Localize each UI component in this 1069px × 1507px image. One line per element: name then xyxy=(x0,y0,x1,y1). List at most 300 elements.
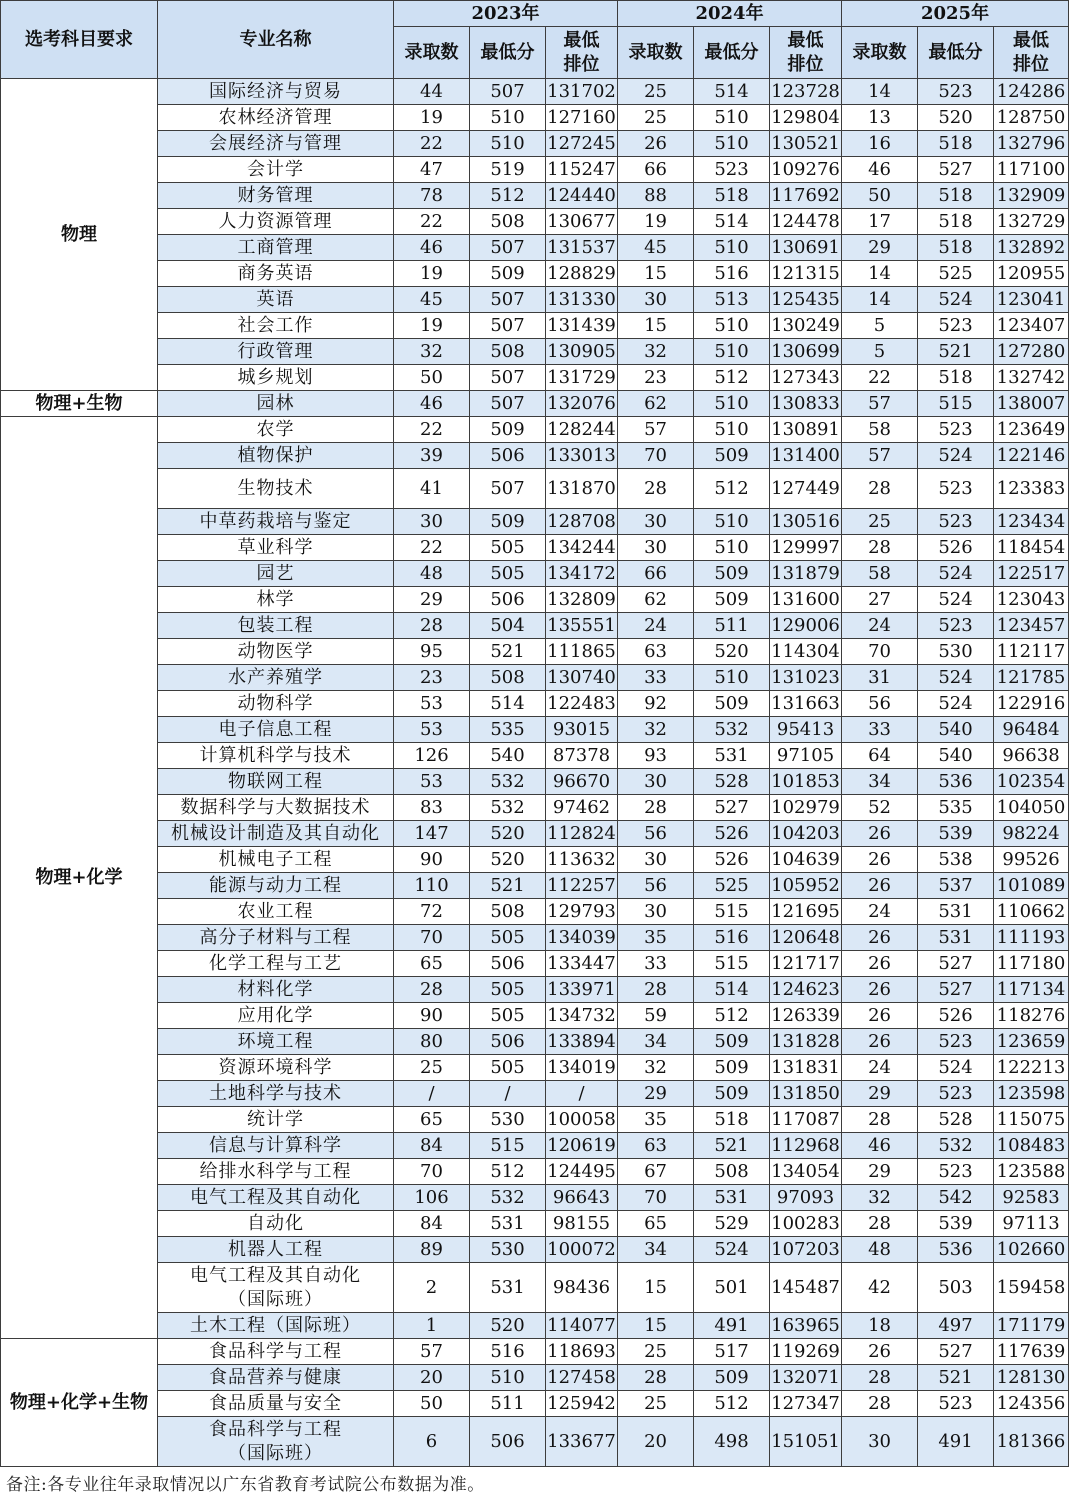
major-name: 统计学 xyxy=(158,1107,394,1133)
table-row xyxy=(1,1107,1069,1133)
min-score-2024: 498 xyxy=(694,1417,770,1467)
min-score-2023: 519 xyxy=(470,157,546,183)
min-rank-2024: 163965 xyxy=(770,1313,842,1339)
major-name: 食品质量与安全 xyxy=(158,1391,394,1417)
major-name: 给排水科学与工程 xyxy=(158,1159,394,1185)
min-score-2023: 540 xyxy=(470,743,546,769)
min-rank-2023: 114077 xyxy=(546,1313,618,1339)
admitted-2024: 15 xyxy=(618,313,694,339)
admitted-2025: 50 xyxy=(842,183,918,209)
col-header-min-rank-2024: 最低 排位 xyxy=(770,27,842,79)
admitted-2024: 33 xyxy=(618,665,694,691)
admitted-2024: 35 xyxy=(618,925,694,951)
min-rank-2024: 127347 xyxy=(770,1391,842,1417)
subject-requirement: 物理+生物 xyxy=(1,391,158,417)
table-row xyxy=(1,391,1069,417)
min-rank-2023: 133971 xyxy=(546,977,618,1003)
admitted-2024: 67 xyxy=(618,1159,694,1185)
min-score-2023: 509 xyxy=(470,509,546,535)
major-name: 包装工程 xyxy=(158,613,394,639)
admitted-2023: 65 xyxy=(394,1107,470,1133)
table-row xyxy=(1,261,1069,287)
min-score-2024: 526 xyxy=(694,847,770,873)
min-score-2024: 520 xyxy=(694,639,770,665)
min-score-2025: 523 xyxy=(918,1029,994,1055)
table-row xyxy=(1,1003,1069,1029)
admitted-2024: 19 xyxy=(618,209,694,235)
min-score-2023: 509 xyxy=(470,417,546,443)
major-header: 专业名称 xyxy=(158,1,394,79)
min-score-2025: 518 xyxy=(918,131,994,157)
min-score-2025: 518 xyxy=(918,235,994,261)
min-score-2023: 510 xyxy=(470,105,546,131)
table-row xyxy=(1,1211,1069,1237)
min-rank-2023: 93015 xyxy=(546,717,618,743)
min-score-2024: 509 xyxy=(694,443,770,469)
admitted-2025: 14 xyxy=(842,79,918,105)
min-rank-2023: 135551 xyxy=(546,613,618,639)
col-header-admitted-count-2024: 录取数 xyxy=(618,27,694,79)
min-rank-2025: 123383 xyxy=(994,469,1069,509)
min-score-2023: 532 xyxy=(470,769,546,795)
min-score-2025: 524 xyxy=(918,443,994,469)
table-row xyxy=(1,1313,1069,1339)
admitted-2025: 52 xyxy=(842,795,918,821)
admitted-2024: 30 xyxy=(618,899,694,925)
admitted-2023: 25 xyxy=(394,1055,470,1081)
min-score-2025: 524 xyxy=(918,587,994,613)
min-rank-2025: 132729 xyxy=(994,209,1069,235)
admitted-2025: 13 xyxy=(842,105,918,131)
admitted-2025: 34 xyxy=(842,769,918,795)
min-score-2023: 506 xyxy=(470,951,546,977)
min-rank-2025: 132892 xyxy=(994,235,1069,261)
min-score-2025: 537 xyxy=(918,873,994,899)
min-score-2025: 531 xyxy=(918,925,994,951)
min-rank-2024: 131023 xyxy=(770,665,842,691)
admitted-2023: 28 xyxy=(394,613,470,639)
min-score-2024: 524 xyxy=(694,1237,770,1263)
admitted-2025: 28 xyxy=(842,1211,918,1237)
major-name: 数据科学与大数据技术 xyxy=(158,795,394,821)
min-rank-2023: 127245 xyxy=(546,131,618,157)
major-name: 机器人工程 xyxy=(158,1237,394,1263)
admitted-2023: 50 xyxy=(394,1391,470,1417)
min-score-2025: 531 xyxy=(918,899,994,925)
major-name: 中草药栽培与鉴定 xyxy=(158,509,394,535)
major-name: 会展经济与管理 xyxy=(158,131,394,157)
min-score-2024: 510 xyxy=(694,665,770,691)
min-score-2023: 506 xyxy=(470,587,546,613)
min-score-2024: 514 xyxy=(694,79,770,105)
admitted-2023: 110 xyxy=(394,873,470,899)
min-score-2024: 527 xyxy=(694,795,770,821)
admitted-2025: 16 xyxy=(842,131,918,157)
admitted-2024: 32 xyxy=(618,717,694,743)
major-name: 国际经济与贸易 xyxy=(158,79,394,105)
table-row xyxy=(1,417,1069,443)
min-score-2023: 512 xyxy=(470,1159,546,1185)
min-rank-2024: 131879 xyxy=(770,561,842,587)
admitted-2023: 78 xyxy=(394,183,470,209)
min-score-2024: 521 xyxy=(694,1133,770,1159)
admitted-2025: 26 xyxy=(842,977,918,1003)
min-rank-2023: 131439 xyxy=(546,313,618,339)
min-score-2023: 512 xyxy=(470,183,546,209)
min-score-2025: 539 xyxy=(918,821,994,847)
min-rank-2025: 123649 xyxy=(994,417,1069,443)
admitted-2024: 28 xyxy=(618,977,694,1003)
min-score-2025: 491 xyxy=(918,1417,994,1467)
table-row xyxy=(1,1185,1069,1211)
table-row xyxy=(1,691,1069,717)
admitted-2024: 25 xyxy=(618,1339,694,1365)
min-rank-2025: 124286 xyxy=(994,79,1069,105)
admitted-2025: 24 xyxy=(842,1055,918,1081)
admitted-2023: 70 xyxy=(394,925,470,951)
admitted-2024: 62 xyxy=(618,391,694,417)
admitted-2024: 25 xyxy=(618,105,694,131)
major-name: 行政管理 xyxy=(158,339,394,365)
min-rank-2023: 100072 xyxy=(546,1237,618,1263)
admitted-2024: 63 xyxy=(618,639,694,665)
admitted-2023: 22 xyxy=(394,131,470,157)
admitted-2024: 33 xyxy=(618,951,694,977)
min-rank-2024: 130699 xyxy=(770,339,842,365)
min-rank-2025: 112117 xyxy=(994,639,1069,665)
min-rank-2023: 112257 xyxy=(546,873,618,899)
major-name: 资源环境科学 xyxy=(158,1055,394,1081)
year-header-2023: 2023年 xyxy=(394,1,618,27)
admitted-2024: 15 xyxy=(618,1313,694,1339)
min-rank-2024: 121315 xyxy=(770,261,842,287)
min-score-2025: 524 xyxy=(918,665,994,691)
min-score-2025: 518 xyxy=(918,183,994,209)
admitted-2025: 28 xyxy=(842,1107,918,1133)
admitted-2025: 5 xyxy=(842,339,918,365)
min-score-2024: 509 xyxy=(694,561,770,587)
major-name: 农学 xyxy=(158,417,394,443)
min-rank-2024: 129997 xyxy=(770,535,842,561)
major-name: 商务英语 xyxy=(158,261,394,287)
major-name: 农林经济管理 xyxy=(158,105,394,131)
table-row xyxy=(1,1365,1069,1391)
table-row xyxy=(1,509,1069,535)
min-score-2023: 507 xyxy=(470,287,546,313)
min-score-2024: 516 xyxy=(694,925,770,951)
min-rank-2025: 104050 xyxy=(994,795,1069,821)
min-score-2023: 505 xyxy=(470,1003,546,1029)
min-score-2023: 521 xyxy=(470,639,546,665)
admitted-2024: 56 xyxy=(618,873,694,899)
admitted-2025: 58 xyxy=(842,561,918,587)
table-row xyxy=(1,131,1069,157)
min-rank-2023: 96670 xyxy=(546,769,618,795)
min-rank-2025: 122146 xyxy=(994,443,1069,469)
min-rank-2025: 102354 xyxy=(994,769,1069,795)
table-row xyxy=(1,587,1069,613)
min-score-2024: 510 xyxy=(694,131,770,157)
admitted-2025: 14 xyxy=(842,261,918,287)
table-row xyxy=(1,1391,1069,1417)
major-name: 机械电子工程 xyxy=(158,847,394,873)
min-score-2023: 506 xyxy=(470,1029,546,1055)
min-rank-2024: 104639 xyxy=(770,847,842,873)
min-rank-2024: 100283 xyxy=(770,1211,842,1237)
admitted-2025: 32 xyxy=(842,1185,918,1211)
min-score-2023: 507 xyxy=(470,235,546,261)
min-rank-2025: 96638 xyxy=(994,743,1069,769)
min-score-2023: 515 xyxy=(470,1133,546,1159)
table-row xyxy=(1,1263,1069,1313)
table-row xyxy=(1,925,1069,951)
admitted-2025: 14 xyxy=(842,287,918,313)
min-score-2023: 520 xyxy=(470,821,546,847)
admitted-2023: 19 xyxy=(394,261,470,287)
admitted-2023: 72 xyxy=(394,899,470,925)
min-rank-2025: 123598 xyxy=(994,1081,1069,1107)
min-rank-2025: 108483 xyxy=(994,1133,1069,1159)
major-name: 机械设计制造及其自动化 xyxy=(158,821,394,847)
min-score-2025: 527 xyxy=(918,1339,994,1365)
min-score-2023: 509 xyxy=(470,261,546,287)
admitted-2025: 18 xyxy=(842,1313,918,1339)
min-rank-2023: / xyxy=(546,1081,618,1107)
min-rank-2025: 110662 xyxy=(994,899,1069,925)
admitted-2023: 46 xyxy=(394,235,470,261)
min-score-2024: 532 xyxy=(694,717,770,743)
min-score-2025: 521 xyxy=(918,1365,994,1391)
table-row xyxy=(1,235,1069,261)
min-rank-2023: 98155 xyxy=(546,1211,618,1237)
major-name: 电气工程及其自动化 xyxy=(158,1185,394,1211)
major-name: 英语 xyxy=(158,287,394,313)
admitted-2024: 56 xyxy=(618,821,694,847)
min-rank-2024: 151051 xyxy=(770,1417,842,1467)
min-score-2024: 511 xyxy=(694,613,770,639)
admitted-2024: 92 xyxy=(618,691,694,717)
min-score-2024: 523 xyxy=(694,157,770,183)
major-name: 社会工作 xyxy=(158,313,394,339)
col-header-min-score-2025: 最低分 xyxy=(918,27,994,79)
min-score-2024: 516 xyxy=(694,261,770,287)
min-rank-2024: 130833 xyxy=(770,391,842,417)
admitted-2023: / xyxy=(394,1081,470,1107)
admitted-2024: 30 xyxy=(618,287,694,313)
min-score-2025: 540 xyxy=(918,743,994,769)
table-row xyxy=(1,79,1069,105)
admitted-2025: 58 xyxy=(842,417,918,443)
min-rank-2023: 133677 xyxy=(546,1417,618,1467)
min-score-2023: 531 xyxy=(470,1211,546,1237)
min-rank-2023: 134244 xyxy=(546,535,618,561)
min-score-2025: 524 xyxy=(918,287,994,313)
min-rank-2024: 119269 xyxy=(770,1339,842,1365)
min-rank-2024: 130516 xyxy=(770,509,842,535)
min-score-2024: 513 xyxy=(694,287,770,313)
admitted-2025: 57 xyxy=(842,391,918,417)
major-name: 人力资源管理 xyxy=(158,209,394,235)
min-rank-2024: 112968 xyxy=(770,1133,842,1159)
admitted-2024: 66 xyxy=(618,157,694,183)
major-name: 物联网工程 xyxy=(158,769,394,795)
min-rank-2024: 131831 xyxy=(770,1055,842,1081)
table-row xyxy=(1,873,1069,899)
min-rank-2025: 123407 xyxy=(994,313,1069,339)
min-rank-2023: 127160 xyxy=(546,105,618,131)
major-name: 水产养殖学 xyxy=(158,665,394,691)
admitted-2024: 29 xyxy=(618,1081,694,1107)
major-name: 土地科学与技术 xyxy=(158,1081,394,1107)
admitted-2023: 65 xyxy=(394,951,470,977)
major-name: 草业科学 xyxy=(158,535,394,561)
min-score-2024: 509 xyxy=(694,691,770,717)
min-score-2023: 520 xyxy=(470,1313,546,1339)
min-rank-2025: 123434 xyxy=(994,509,1069,535)
min-score-2025: 523 xyxy=(918,613,994,639)
admitted-2025: 33 xyxy=(842,717,918,743)
major-name: 环境工程 xyxy=(158,1029,394,1055)
min-score-2024: 509 xyxy=(694,587,770,613)
admitted-2023: 57 xyxy=(394,1339,470,1365)
min-rank-2024: 131600 xyxy=(770,587,842,613)
min-rank-2024: 104203 xyxy=(770,821,842,847)
min-rank-2024: 107203 xyxy=(770,1237,842,1263)
major-name: 林学 xyxy=(158,587,394,613)
min-rank-2025: 171179 xyxy=(994,1313,1069,1339)
table-row xyxy=(1,665,1069,691)
min-rank-2023: 134019 xyxy=(546,1055,618,1081)
admitted-2025: 31 xyxy=(842,665,918,691)
min-score-2025: 523 xyxy=(918,1391,994,1417)
admitted-2023: 84 xyxy=(394,1133,470,1159)
min-score-2023: 504 xyxy=(470,613,546,639)
admitted-2023: 20 xyxy=(394,1365,470,1391)
min-score-2025: 524 xyxy=(918,1055,994,1081)
table-row xyxy=(1,365,1069,391)
admitted-2023: 28 xyxy=(394,977,470,1003)
min-rank-2025: 122517 xyxy=(994,561,1069,587)
min-rank-2025: 102660 xyxy=(994,1237,1069,1263)
min-score-2025: 528 xyxy=(918,1107,994,1133)
min-rank-2025: 122213 xyxy=(994,1055,1069,1081)
min-score-2023: 505 xyxy=(470,561,546,587)
min-rank-2024: 127449 xyxy=(770,469,842,509)
min-score-2024: 518 xyxy=(694,183,770,209)
table-row xyxy=(1,1081,1069,1107)
min-score-2025: 527 xyxy=(918,977,994,1003)
min-rank-2025: 132909 xyxy=(994,183,1069,209)
min-score-2024: 510 xyxy=(694,313,770,339)
min-score-2025: 523 xyxy=(918,469,994,509)
admitted-2025: 28 xyxy=(842,469,918,509)
subject-requirement: 物理+化学 xyxy=(1,417,158,1339)
table-row xyxy=(1,535,1069,561)
min-score-2023: 530 xyxy=(470,1237,546,1263)
min-score-2024: 514 xyxy=(694,209,770,235)
min-score-2024: 512 xyxy=(694,469,770,509)
min-rank-2024: 97105 xyxy=(770,743,842,769)
min-score-2023: 507 xyxy=(470,469,546,509)
major-name: 农业工程 xyxy=(158,899,394,925)
major-name: 自动化 xyxy=(158,1211,394,1237)
min-score-2024: 501 xyxy=(694,1263,770,1313)
min-score-2024: 531 xyxy=(694,743,770,769)
admitted-2023: 23 xyxy=(394,665,470,691)
min-score-2023: 535 xyxy=(470,717,546,743)
admitted-2023: 1 xyxy=(394,1313,470,1339)
admitted-2024: 30 xyxy=(618,769,694,795)
min-score-2024: 509 xyxy=(694,1365,770,1391)
min-score-2023: 506 xyxy=(470,1417,546,1467)
table-row xyxy=(1,157,1069,183)
min-score-2023: 532 xyxy=(470,795,546,821)
min-rank-2025: 111193 xyxy=(994,925,1069,951)
table-row xyxy=(1,639,1069,665)
admitted-2023: 44 xyxy=(394,79,470,105)
min-score-2023: 508 xyxy=(470,899,546,925)
admitted-2025: 28 xyxy=(842,535,918,561)
admitted-2024: 20 xyxy=(618,1417,694,1467)
table-row xyxy=(1,769,1069,795)
min-rank-2023: 134732 xyxy=(546,1003,618,1029)
admitted-2024: 25 xyxy=(618,1391,694,1417)
admitted-2025: 26 xyxy=(842,821,918,847)
min-score-2025: 526 xyxy=(918,535,994,561)
admitted-2023: 126 xyxy=(394,743,470,769)
min-rank-2025: 97113 xyxy=(994,1211,1069,1237)
min-rank-2025: 128130 xyxy=(994,1365,1069,1391)
admitted-2023: 30 xyxy=(394,509,470,535)
min-rank-2025: 121785 xyxy=(994,665,1069,691)
major-name: 工商管理 xyxy=(158,235,394,261)
min-score-2023: 514 xyxy=(470,691,546,717)
admitted-2023: 50 xyxy=(394,365,470,391)
min-rank-2024: 97093 xyxy=(770,1185,842,1211)
min-rank-2023: 131537 xyxy=(546,235,618,261)
major-name: 信息与计算科学 xyxy=(158,1133,394,1159)
major-name: 园林 xyxy=(158,391,394,417)
min-score-2024: 514 xyxy=(694,977,770,1003)
min-rank-2024: 125435 xyxy=(770,287,842,313)
table-row xyxy=(1,1055,1069,1081)
min-rank-2023: 122483 xyxy=(546,691,618,717)
min-score-2025: 532 xyxy=(918,1133,994,1159)
min-score-2025: 525 xyxy=(918,261,994,287)
admitted-2025: 26 xyxy=(842,1029,918,1055)
major-name: 计算机科学与技术 xyxy=(158,743,394,769)
min-rank-2023: 133894 xyxy=(546,1029,618,1055)
col-header-min-score-2023: 最低分 xyxy=(470,27,546,79)
min-score-2023: 531 xyxy=(470,1263,546,1313)
admitted-2023: 39 xyxy=(394,443,470,469)
min-score-2024: 510 xyxy=(694,391,770,417)
major-name: 高分子材料与工程 xyxy=(158,925,394,951)
table-row xyxy=(1,1029,1069,1055)
min-score-2025: 540 xyxy=(918,717,994,743)
min-rank-2024: 117692 xyxy=(770,183,842,209)
min-rank-2024: 130691 xyxy=(770,235,842,261)
min-score-2025: 535 xyxy=(918,795,994,821)
min-rank-2023: 124440 xyxy=(546,183,618,209)
admitted-2024: 66 xyxy=(618,561,694,587)
table-row xyxy=(1,209,1069,235)
footnote: 备注:各专业往年录取情况以广东省教育考试院公布数据为准。 xyxy=(6,1475,485,1495)
min-score-2024: 510 xyxy=(694,105,770,131)
min-score-2025: 523 xyxy=(918,313,994,339)
major-name: 化学工程与工艺 xyxy=(158,951,394,977)
col-header-min-rank-2023: 最低 排位 xyxy=(546,27,618,79)
